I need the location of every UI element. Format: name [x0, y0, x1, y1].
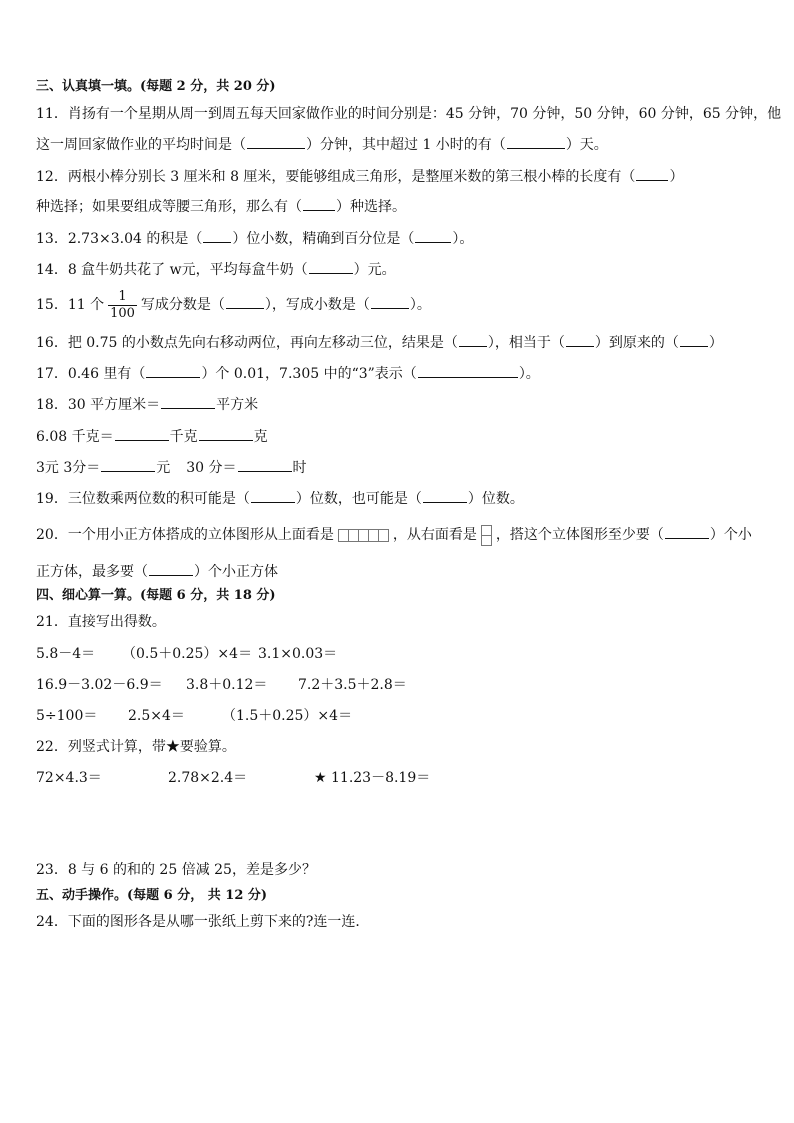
- calc-item: 2.5×4＝: [128, 708, 185, 724]
- fraction: $\frac{1}{100}$: [110, 288, 135, 321]
- calc-item: 7.2＋3.5＋2.8＝: [298, 677, 407, 693]
- answer-blank[interactable]: [636, 166, 668, 181]
- answer-blank[interactable]: [226, 294, 264, 309]
- calc-item: 5÷100＝: [36, 708, 98, 724]
- q24: 24．下面的图形各是从哪一张纸上剪下来的?连一连．: [36, 914, 370, 930]
- q18-line3: 3元 3分＝ 元 30 分＝ 时: [36, 457, 307, 478]
- calc-item: 5.8－4＝: [36, 646, 96, 662]
- calc-item: （0.5＋0.25）×4＝: [122, 646, 253, 662]
- calc-item: 72×4.3＝: [36, 770, 102, 786]
- answer-blank[interactable]: [423, 488, 467, 503]
- answer-blank[interactable]: [459, 332, 487, 347]
- section-4-heading: 四、细心算一算。(每题 6 分，共 18 分): [36, 588, 276, 603]
- answer-blank[interactable]: [203, 228, 231, 243]
- answer-blank[interactable]: [238, 457, 292, 472]
- answer-blank[interactable]: [371, 294, 409, 309]
- q15: 15．11 个 $\frac{1}{100}$ 写成分数是（ ），写成小数是（ ）。: [36, 288, 431, 321]
- q18-line1: 18．30 平方厘米＝ 平方米: [36, 394, 258, 415]
- answer-blank[interactable]: [251, 488, 295, 503]
- top-view-figure: [338, 525, 389, 545]
- answer-blank[interactable]: [101, 457, 155, 472]
- q20-line1: 20．一个用小正方体搭成的立体图形从上面看是 ，从右面看是 ，搭这个立体图形至少要（ ）个小: [36, 524, 752, 546]
- q17: 17．0.46 里有（ ）个 0.01，7.305 中的“3”表示（ ）。: [36, 363, 540, 384]
- section-5-heading: 五、动手操作。(每题 6 分， 共 12 分): [36, 888, 268, 903]
- calc-item: 16.9－3.02－6.9＝: [36, 677, 163, 693]
- q11-line2: 这一周回家做作业的平均时间是（ ）分钟，其中超过 1 小时的有（ ）天。: [36, 134, 608, 155]
- calc-item: （1.5＋0.25）×4＝: [222, 708, 353, 724]
- answer-blank[interactable]: [161, 394, 215, 409]
- answer-blank[interactable]: [303, 196, 335, 211]
- answer-blank[interactable]: [418, 363, 518, 378]
- q12-line1: 12．两根小棒分别长 3 厘米和 8 厘米，要能够组成三角形，是整厘米数的第三根小棒的长度有（ ）: [36, 166, 683, 187]
- answer-blank[interactable]: [149, 561, 193, 576]
- q12-line2: 种选择；如果要组成等腰三角形，那么有（ ）种选择。: [36, 196, 406, 217]
- q21-title: 21．直接写出得数。: [36, 614, 166, 630]
- answer-blank[interactable]: [680, 332, 708, 347]
- answer-blank[interactable]: [199, 426, 253, 441]
- q16: 16．把 0.75 的小数点先向右移动两位，再向左移动三位，结果是（ ），相当于（ ）到原来的（ ）: [36, 332, 723, 353]
- right-view-figure: [481, 525, 492, 546]
- q13: 13．2.73×3.04 的积是（ ）位小数，精确到百分位是（ ）。: [36, 228, 473, 249]
- answer-blank[interactable]: [566, 332, 594, 347]
- section-3-heading: 三、认真填一填。(每题 2 分，共 20 分): [36, 79, 276, 94]
- calc-item: 2.78×2.4＝: [168, 770, 248, 786]
- q19: 19．三位数乘两位数的积可能是（ ）位数，也可能是（ ）位数。: [36, 488, 524, 509]
- q14: 14．8 盒牛奶共花了 w元，平均每盒牛奶（ ）元。: [36, 259, 396, 280]
- q23: 23．8 与 6 的和的 25 倍减 25，差是多少？: [36, 862, 316, 878]
- answer-blank[interactable]: [309, 259, 353, 274]
- calc-item: ★ 11.23－8.19＝: [314, 770, 431, 786]
- q22-title: 22．列竖式计算，带★要验算。: [36, 739, 236, 755]
- answer-blank[interactable]: [415, 228, 451, 243]
- calc-item: 3.1×0.03＝: [258, 646, 338, 662]
- q11-line1: 11．肖扬有一个星期从周一到周五每天回家做作业的时间分别是：45 分钟，70 分钟，50 分钟，60 分钟，65 分钟，他: [36, 106, 782, 122]
- answer-blank[interactable]: [247, 134, 305, 149]
- q18-line2: 6.08 千克＝ 千克 克: [36, 426, 268, 447]
- q20-line2: 正方体，最多要（ ）个小正方体: [36, 561, 278, 582]
- answer-blank[interactable]: [115, 426, 169, 441]
- calc-item: 3.8＋0.12＝: [186, 677, 268, 693]
- answer-blank[interactable]: [146, 363, 200, 378]
- answer-blank[interactable]: [665, 524, 709, 539]
- answer-blank[interactable]: [507, 134, 565, 149]
